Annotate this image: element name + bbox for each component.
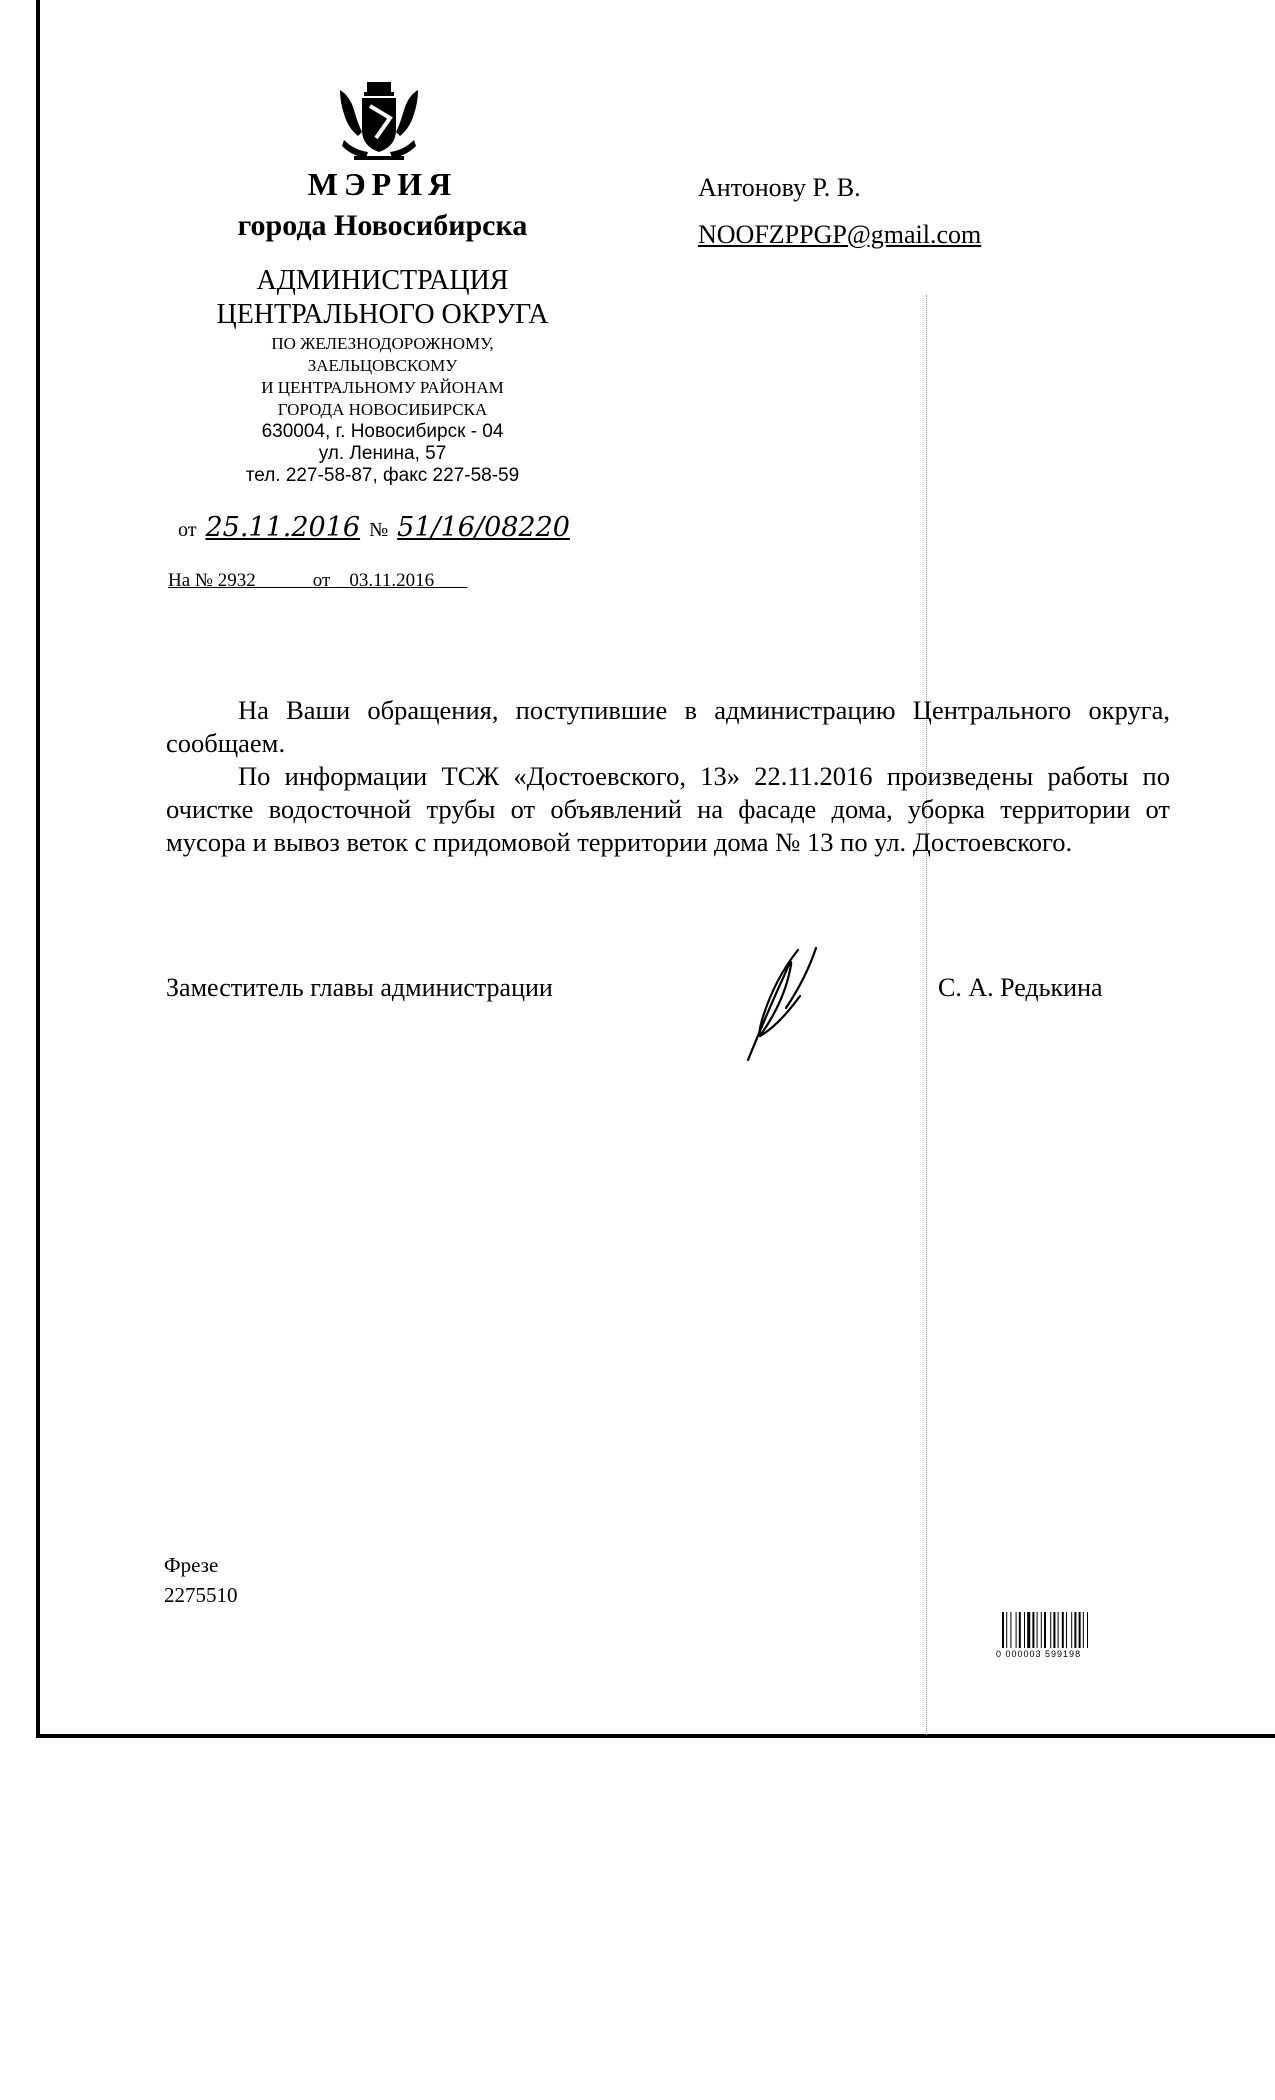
fold-line bbox=[926, 295, 927, 1735]
barcode-bar bbox=[1074, 1612, 1076, 1648]
barcode-bar bbox=[1019, 1612, 1021, 1648]
letterhead-title: МЭРИЯ bbox=[307, 166, 458, 202]
bottom-border-line bbox=[36, 1734, 1275, 1738]
address-line1: 630004, г. Новосибирск - 04 bbox=[261, 421, 504, 442]
executor-phone: 2275510 bbox=[164, 1583, 238, 1607]
recipient-email[interactable]: NOOFZPPGP@gmail.com bbox=[698, 220, 982, 249]
recipient-name: Антонову Р. В. bbox=[698, 173, 861, 202]
registration-line bbox=[178, 512, 574, 543]
phone-line: тел. 227-58-87, факс 227-58-59 bbox=[245, 465, 520, 486]
body-paragraph: По информации ТСЖ «Достоевского, 13» 22.11.2016 произведены работы по очистке водосточной трубы от объявлений на фасаде дома, уборка территории от мусора и вывоз веток с придомовой территории дома № 13 по ул. Достоевского. bbox=[166, 761, 1170, 857]
letter-body bbox=[166, 694, 1170, 859]
body-paragraph: На Ваши обращения, поступившие в администрацию Центрального округа, сообщаем. bbox=[166, 695, 1170, 758]
district-line: ПО ЖЕЛЕЗНОДОРОЖНОМУ, bbox=[271, 334, 494, 353]
signer-name: С. А. Редькина bbox=[938, 973, 1103, 1002]
district-line: И ЦЕНТРАЛЬНОМУ РАЙОНАМ bbox=[261, 378, 504, 397]
coat-of-arms-emblem bbox=[334, 80, 424, 164]
signer-position: Заместитель главы администрации bbox=[166, 973, 553, 1002]
district-line: ГОРОДА НОВОСИБИРСКА bbox=[277, 400, 488, 419]
registration-from-label: от bbox=[178, 519, 197, 541]
barcode-bar bbox=[1006, 1612, 1007, 1648]
barcode-bar bbox=[1066, 1612, 1067, 1648]
registration-number: 51/16/08220 bbox=[397, 512, 570, 543]
left-border-line bbox=[36, 0, 40, 1737]
barcode-bar bbox=[1071, 1612, 1072, 1648]
barcode-bar bbox=[1002, 1612, 1004, 1648]
registration-date: 25.11.2016 bbox=[205, 512, 361, 543]
barcode-bar bbox=[1032, 1612, 1034, 1648]
registration-number-label: № bbox=[369, 519, 389, 541]
address-line2: ул. Ленина, 57 bbox=[318, 443, 447, 464]
barcode-bar bbox=[1037, 1612, 1038, 1648]
barcode-bar bbox=[1016, 1612, 1017, 1648]
executor-name: Фрезе bbox=[164, 1553, 219, 1577]
in-reply-from-label: от bbox=[312, 570, 331, 591]
barcode-image bbox=[1000, 1612, 1140, 1650]
letterhead-city: города Новосибирска bbox=[237, 209, 528, 242]
barcode-bar bbox=[1058, 1612, 1059, 1648]
in-reply-date: 03.11.2016 bbox=[349, 570, 435, 591]
barcode-bar bbox=[1010, 1612, 1011, 1648]
barcode-bar bbox=[1024, 1612, 1025, 1648]
barcode-bar bbox=[1062, 1612, 1064, 1648]
barcode-bar bbox=[1083, 1612, 1084, 1648]
letterhead-districts bbox=[170, 333, 595, 421]
barcode-bar bbox=[1050, 1612, 1051, 1648]
in-reply-number: 2932 bbox=[217, 570, 256, 591]
barcode-number: 0 000003 599198 bbox=[996, 1649, 1082, 1659]
in-reply-label: На № bbox=[168, 570, 214, 591]
barcode-bar bbox=[1053, 1612, 1055, 1648]
barcode-bar bbox=[1079, 1612, 1081, 1648]
executor-block bbox=[164, 1550, 238, 1610]
barcode-bar bbox=[1044, 1612, 1046, 1648]
barcode-bar bbox=[1027, 1612, 1030, 1648]
in-reply-line bbox=[168, 570, 467, 592]
barcode-bar bbox=[1041, 1612, 1042, 1648]
district-line: ЗАЕЛЬЦОВСКОМУ bbox=[307, 356, 458, 375]
letterhead-admin-line1: АДМИНИСТРАЦИЯ bbox=[256, 265, 509, 296]
handwritten-signature bbox=[728, 944, 838, 1064]
barcode-bar bbox=[1087, 1612, 1088, 1648]
letterhead-admin-line2: ЦЕНТРАЛЬНОГО ОКРУГА bbox=[216, 299, 549, 330]
